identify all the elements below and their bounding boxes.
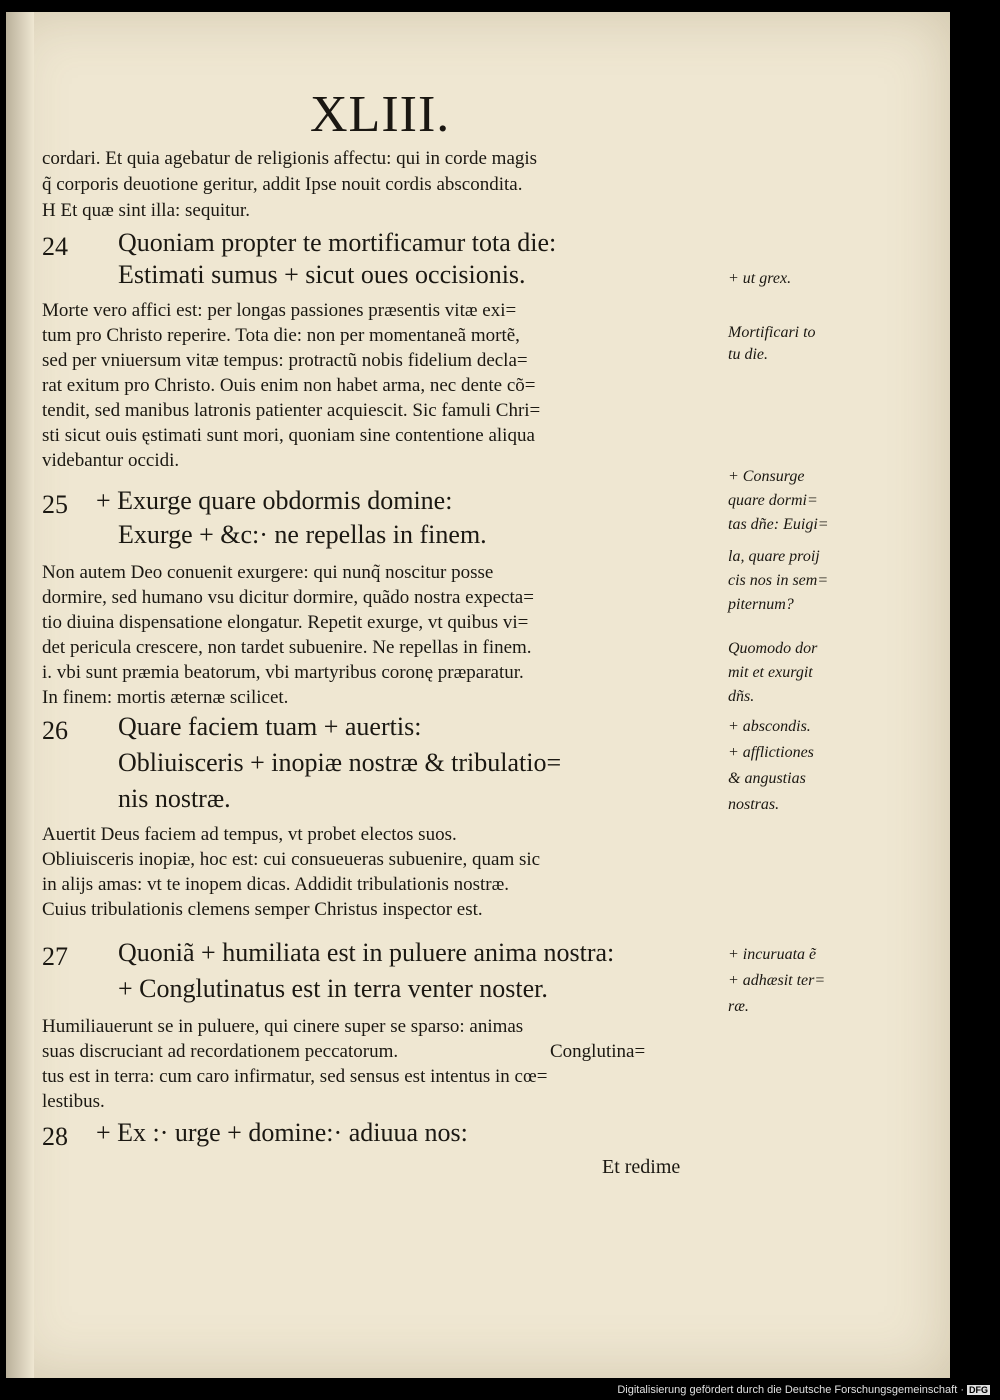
text-line: videbantur occidi. <box>42 450 180 471</box>
credit-text: Digitalisierung gefördert durch die Deutsche Forschungsgemeinschaft · <box>617 1384 964 1396</box>
verse-line: + Conglutinatus est in terra venter noster. <box>118 974 548 1003</box>
text-line: q̃ corporis deuotione geritur, addit Ipse nouit cordis abscondita. <box>42 174 523 195</box>
text-line: Morte vero affici est: per longas passiones præsentis vitæ exi= <box>42 300 517 321</box>
verse-line: Obliuisceris + inopiæ nostræ & tribulatio= <box>118 748 562 777</box>
text-line: H Et quæ sint illa: sequitur. <box>42 200 250 221</box>
margin-note: la, quare proij <box>728 548 820 565</box>
margin-note: tas dñe: Euigi= <box>728 516 829 533</box>
margin-note: quare dormi= <box>728 492 818 509</box>
text-line: tum pro Christo reperire. Tota die: non per momentaneã mortẽ, <box>42 325 520 346</box>
text-line: i. vbi sunt præmia beatorum, vbi martyribus coronę præparatur. <box>42 662 524 683</box>
verse-line: + Ex :· urge + domine:· adiuua nos: <box>96 1118 468 1147</box>
verse-number: 24 <box>42 232 68 261</box>
text-line: dormire, sed humano vsu dicitur dormire, quãdo nostra expecta= <box>42 587 534 608</box>
verse-line: + Exurge quare obdormis domine: <box>96 486 453 515</box>
page-gutter-shadow <box>6 12 34 1378</box>
text-line: In finem: mortis æternæ scilicet. <box>42 687 289 708</box>
verse-line: Exurge + &c:· ne repellas in finem. <box>118 520 487 549</box>
text-line: Non autem Deo conuenit exurgere: qui nunq̃ noscitur posse <box>42 562 494 583</box>
folio-number: XLIII. <box>310 86 451 143</box>
verse-line: nis nostræ. <box>118 784 231 813</box>
text-line: Humiliauerunt se in puluere, qui cinere super se sparso: animas <box>42 1016 524 1037</box>
text-line: lestibus. <box>42 1091 105 1112</box>
margin-note: + afflictiones <box>728 744 814 761</box>
verse-line: Quoniam propter te mortificamur tota die: <box>118 228 557 257</box>
text-line: det pericula crescere, non tardet subuenire. Ne repellas in finem. <box>42 637 532 658</box>
verse-number: 25 <box>42 490 68 519</box>
text-line: Cuius tribulationis clemens semper Christus inspector est. <box>42 899 483 920</box>
text-line: Conglutina= <box>550 1041 646 1062</box>
margin-note: mit et exurgit <box>728 664 813 681</box>
text-line: suas discruciant ad recordationem peccatorum. <box>42 1041 399 1062</box>
verse-line: Quare faciem tuam + auertis: <box>118 712 422 741</box>
text-line: sti sicut ouis ęstimati sunt mori, quoniam sine contentione aliqua <box>42 425 535 446</box>
margin-note: piternum? <box>728 596 794 613</box>
text-line: tio diuina dispensatione elongatur. Repetit exurge, vt quibus vi= <box>42 612 529 633</box>
dfg-logo: DFG <box>969 1385 988 1395</box>
text-line: Auertit Deus faciem ad tempus, vt probet electos suos. <box>42 824 457 845</box>
verse-line: Quoniã + humiliata est in puluere anima nostra: <box>118 938 615 967</box>
margin-note: & angustias <box>728 770 806 787</box>
text-line: tendit, sed manibus latronis patienter acquiescit. Sic famuli Chri= <box>42 400 541 421</box>
text-line: Obliuisceris inopiæ, hoc est: cui consueueras subuenire, quam sic <box>42 849 541 870</box>
text-line: cordari. Et quia agebatur de religionis affectu: qui in corde magis <box>42 148 538 169</box>
margin-note: tu die. <box>728 346 768 363</box>
verse-number: 28 <box>42 1122 68 1151</box>
verse-line: Estimati sumus + sicut oues occisionis. <box>118 260 526 289</box>
margin-note: Mortificari to <box>728 324 816 341</box>
margin-note: + adhæsit ter= <box>728 972 826 989</box>
text-line: rat exitum pro Christo. Ouis enim non habet arma, nec dente cõ= <box>42 375 536 396</box>
margin-note: + abscondis. <box>728 718 811 735</box>
digitization-credit <box>617 1384 990 1396</box>
text-line: in alijs amas: vt te inopem dicas. Addidit tribulationis nostræ. <box>42 874 510 895</box>
margin-note: ræ. <box>728 998 749 1015</box>
margin-note: + ut grex. <box>728 270 792 287</box>
catchword: Et redime <box>602 1156 681 1178</box>
text-line: sed per vniuersum vitæ tempus: protractũ nobis fidelium decla= <box>42 350 528 371</box>
margin-note: dñs. <box>728 688 755 705</box>
margin-note: nostras. <box>728 796 780 813</box>
margin-note: + incuruata ẽ <box>728 946 817 963</box>
verse-number: 27 <box>42 942 68 971</box>
margin-note: cis nos in sem= <box>728 572 829 589</box>
margin-note: + Consurge <box>728 468 805 485</box>
text-line: tus est in terra: cum caro infirmatur, sed sensus est intentus in cœ= <box>42 1066 548 1087</box>
verse-number: 26 <box>42 716 68 745</box>
margin-note: Quomodo dor <box>728 640 818 657</box>
